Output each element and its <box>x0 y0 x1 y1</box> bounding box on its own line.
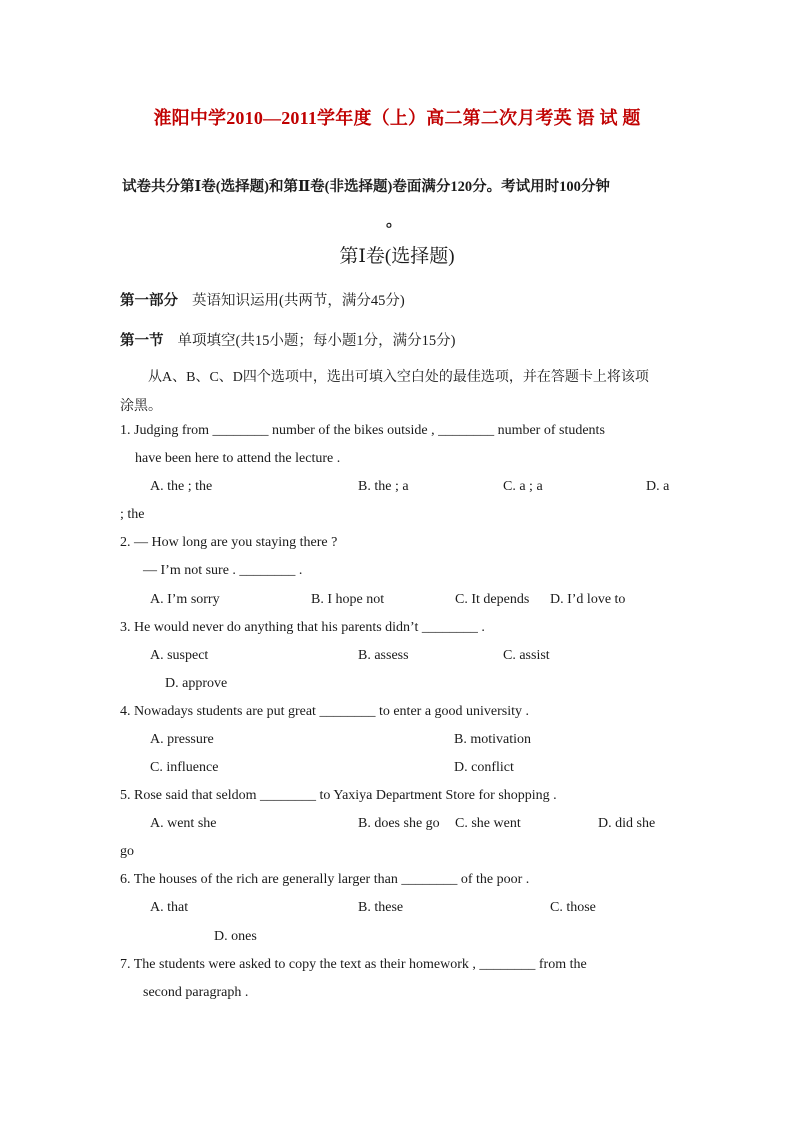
question-1-stem-cont: have been here to attend the lecture . <box>135 451 341 466</box>
question-2-stem-cont: — I’m not sure . ________ . <box>143 563 303 578</box>
instruction-line-2: 涂黑。 <box>120 399 162 414</box>
question-6-option-d: D. ones <box>214 929 257 944</box>
question-5-option-c: C. she went <box>455 816 521 831</box>
question-1-stem: 1. Judging from ________ number of the bikes outside , ________ number of students <box>120 423 605 438</box>
question-6-option-a: A. that <box>150 900 189 915</box>
question-3-stem: 3. He would never do anything that his parents didn’t ________ . <box>120 620 485 635</box>
question-4-option-b: B. motivation <box>454 732 531 747</box>
question-1-option-d: D. a <box>646 479 670 494</box>
question-5-option-b: B. does she go <box>358 816 440 831</box>
question-2-stem: 2. — How long are you staying there ? <box>120 535 338 550</box>
section-one-heading <box>120 289 405 310</box>
question-4-option-a: A. pressure <box>150 732 214 747</box>
exam-intro: 试卷共分第Ⅰ卷(选择题)和第Ⅱ卷(非选择题)卷面满分120分。考试用时100分钟 <box>122 179 610 195</box>
exam-intro-tail: 。 <box>386 213 403 230</box>
question-3-option-a: A. suspect <box>150 648 209 663</box>
question-5-stem: 5. Rose said that seldom ________ to Yaxiya Department Store for shopping . <box>120 788 557 803</box>
question-4-option-d: D. conflict <box>454 760 514 775</box>
question-7-stem: 7. The students were asked to copy the text as their homework , ________ from the <box>120 957 587 972</box>
question-2-option-a: A. I’m sorry <box>150 592 220 607</box>
question-6-option-b: B. these <box>358 900 404 915</box>
question-5-option-a: A. went she <box>150 816 217 831</box>
question-6-option-c: C. those <box>550 900 596 915</box>
question-1-option-a: A. the ; the <box>150 479 213 494</box>
part-title: 第Ⅰ卷(选择题) <box>339 246 455 267</box>
section-one-label: 第一部分 <box>120 293 178 309</box>
section-two-label: 第一节 <box>120 333 164 349</box>
question-1-option-d-wrap: ; the <box>120 507 145 522</box>
question-7-stem-cont: second paragraph . <box>143 985 249 1000</box>
question-1-option-b: B. the ; a <box>358 479 409 494</box>
instruction-line-1: 从A、B、C、D四个选项中，选出可填入空白处的最佳选项，并在答题卡上将该项 <box>148 370 649 385</box>
section-two-text: 单项填空(共15小题；每小题1分，满分15分) <box>177 333 456 349</box>
question-5-option-d: D. did she <box>598 816 656 831</box>
question-3-option-c: C. assist <box>503 648 550 663</box>
question-2-option-b: B. I hope not <box>311 592 385 607</box>
question-5-option-d-wrap: go <box>120 844 134 859</box>
question-4-option-c: C. influence <box>150 760 219 775</box>
section-two-heading <box>120 329 455 350</box>
question-2-option-c: C. It depends <box>455 592 530 607</box>
question-3-option-b: B. assess <box>358 648 409 663</box>
question-2-option-d: D. I’d love to <box>550 592 626 607</box>
question-1-option-c: C. a ; a <box>503 479 543 494</box>
question-4-stem: 4. Nowadays students are put great ________ to enter a good university . <box>120 704 530 719</box>
question-6-stem: 6. The houses of the rich are generally larger than ________ of the poor . <box>120 872 530 887</box>
section-one-text: 英语知识运用(共两节，满分45分) <box>192 293 405 309</box>
exam-title: 淮阳中学2010—2011学年度（上）高二第二次月考英 语 试 题 <box>153 108 641 128</box>
question-3-option-d: D. approve <box>165 676 228 691</box>
